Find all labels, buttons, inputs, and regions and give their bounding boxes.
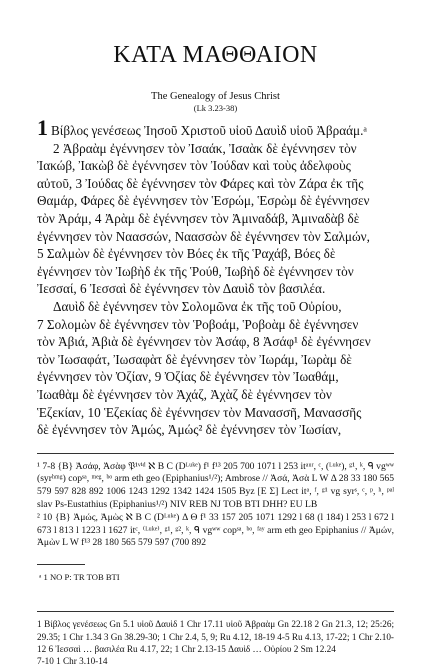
- text-line: Δαυὶδ δὲ ἐγέννησεν τὸν Σολομῶνα ἐκ τῆς τοῦ Οὐρίου,: [53, 298, 342, 314]
- apparatus-entry: ² 10 {B} Ἀμώς, Ἀμὼς ℵ B C (Dᴸᵘᵏᵉ) Δ Θ f¹ 33 157 205 1071 1292 l 68 (l 184) l 253 l 672 l 673 l 813 l 1223 l 1627 itᶜ, ⁽ᴸᵘᵏᵉ⁾, ᵍ¹, ᵍ², ᵏ, ᑫ vgʷʷ copˢᵃ, ᵇᵒ, ᶠᵃʸ arm eth geo Epiphanius // Ἀμών, Ἀμὼν L W f¹³ 28 180 565 579 597 (700 892: [37, 511, 394, 549]
- xref-divider: [37, 611, 394, 612]
- text-line: ἐγέννησεν τὸν Ναασσών, Ναασσὼν δὲ ἐγέννησεν τὸν Σαλμών,: [37, 228, 370, 244]
- text-line: Θαμάρ, Φάρες δὲ ἐγέννησεν τὸν Ἑσρώμ, Ἑσρὼμ δὲ ἐγέννησεν: [37, 193, 370, 209]
- footnote-divider: [37, 564, 85, 565]
- text-line: 7 Σολομὼν δὲ ἐγέννησεν τὸν Ῥοβοάμ, Ῥοβοὰμ δὲ ἐγέννησεν: [37, 316, 359, 332]
- apparatus-divider: [37, 453, 394, 454]
- greek-text: [37, 115, 394, 439]
- xref-line: 7-10 1 Chr 3.10-14: [37, 656, 108, 667]
- text-line: τὸν Ἀβιά, Ἀβιὰ δὲ ἐγέννησεν τὸν Ἀσάφ, 8 Ἀσάφ¹ δὲ ἐγέννησεν: [37, 334, 371, 350]
- section-title: The Genealogy of Jesus Christ: [151, 91, 280, 102]
- text-line: Ἰεσσαί, 6 Ἰεσσαὶ δὲ ἐγέννησεν τὸν Δαυὶδ τὸν βασιλέα.: [37, 281, 326, 297]
- text-line: αὐτοῦ, 3 Ἰούδας δὲ ἐγέννησεν τὸν Φάρες καὶ τὸν Ζάρα ἐκ τῆς: [37, 175, 364, 191]
- text-line: Ἰωαθὰμ δὲ ἐγέννησεν τὸν Ἀχάζ, Ἀχὰζ δὲ ἐγέννησεν τὸν: [37, 386, 332, 402]
- book-title: ΚΑΤΑ ΜΑΘΘΑΙΟΝ: [113, 42, 318, 68]
- footnote: ᵃ 1 NO P: TR TOB BTI: [39, 572, 120, 583]
- critical-apparatus: [37, 461, 394, 551]
- chapter-number: 1: [37, 115, 48, 140]
- section-parallel-reference: (Lk 3.23-38): [193, 103, 238, 113]
- text-line: τὸν Ἀράμ, 4 Ἀρὰμ δὲ ἐγέννησεν τὸν Ἀμιναδάβ, Ἀμιναδὰβ δὲ: [37, 210, 360, 226]
- apparatus-entry: ¹ 7-8 {B} Ἀσάφ, Ἀσὰφ 𝔓¹ᵛⁱᵈ ℵ B C (Dᴸᵘᵏᵉ) f¹ f¹³ 205 700 1071 l 253 itᵃᵘʳ, ᶜ, (ᴸᵘᵏᵉ), ᵍ¹, ᵏ, ᑫ vgʷʷ (syrʰᵐᵍ) copˢᵃ, ᵐᵉᵍ, ᵇᵒ arm eth geo (Epiphanius¹/²); Ambrose // Ἀσά, Ἀσὰ L W Δ 28 33 180 565 579 597 828 892 1006 1243 1292 1342 1424 1505 Byz [E Σ] Lect itᵃ, ᶠ, ᵍ¹ vg syrˢ, ᶜ, ᵖ, ʰ, ᵖᵃˡ slav Ps-Eustathius (Epiphanius¹/²) NIV REB NJ TOB BTI DHH? EU LB: [37, 460, 394, 511]
- text-line: ἐγέννησεν τὸν Ἰωβὴδ ἐκ τῆς Ῥούθ, Ἰωβὴδ δὲ ἐγέννησεν τὸν: [37, 263, 354, 279]
- text-line: τὸν Ἰωσαφάτ, Ἰωσαφὰτ δὲ ἐγέννησεν τὸν Ἰωράμ, Ἰωρὰμ δὲ: [37, 351, 352, 367]
- xref-line: 1 Βίβλος γενέσεως Gn 5.1 υἱοῦ Δαυὶδ 1 Chr 17.11 υἱοῦ Ἀβραὰμ Gn 22.18 2 Gn 21.3, 12; 25:26; 29.35; 1 Chr 1.34 3 Gn 38.29-30; 1 Chr 2.4, 5, 9; Ru 4.12, 18-19 4-5 Ru 4.13, 17-22; 1 Chr 2.10-12 6 Ἰεσσαὶ … βασιλέα Ru 4.17, 22; 1 Chr 2.13-15 Δαυὶδ … Οὐρίου 2 Sm 12.24: [37, 619, 394, 655]
- text-line: Ἰακώβ, Ἰακὼβ δὲ ἐγέννησεν τὸν Ἰούδαν καὶ τοὺς ἀδελφοὺς: [37, 158, 351, 174]
- text-line: 2 Ἀβραὰμ ἐγέννησεν τὸν Ἰσαάκ, Ἰσαὰκ δὲ ἐγέννησεν τὸν: [53, 140, 357, 156]
- text-line: 5 Σαλμὼν δὲ ἐγέννησεν τὸν Βόες ἐκ τῆς Ῥαχάβ, Βόες δὲ: [37, 246, 336, 262]
- text-line: 1 Βίβλος γενέσεως Ἰησοῦ Χριστοῦ υἱοῦ Δαυὶδ υἱοῦ Ἀβραάμ.ᵃ: [37, 115, 368, 140]
- text-line: δὲ ἐγέννησεν τὸν Ἀμώς, Ἀμώς² δὲ ἐγέννησεν τὸν Ἰωσίαν,: [37, 422, 342, 438]
- text-line: Ἑζεκίαν, 10 Ἑζεκίας δὲ ἐγέννησεν τὸν Μανασσῆ, Μανασσῆς: [37, 404, 362, 420]
- text-line: ἐγέννησεν τὸν Ὀζίαν, 9 Ὀζίας δὲ ἐγέννησεν τὸν Ἰωαθάμ,: [37, 369, 339, 385]
